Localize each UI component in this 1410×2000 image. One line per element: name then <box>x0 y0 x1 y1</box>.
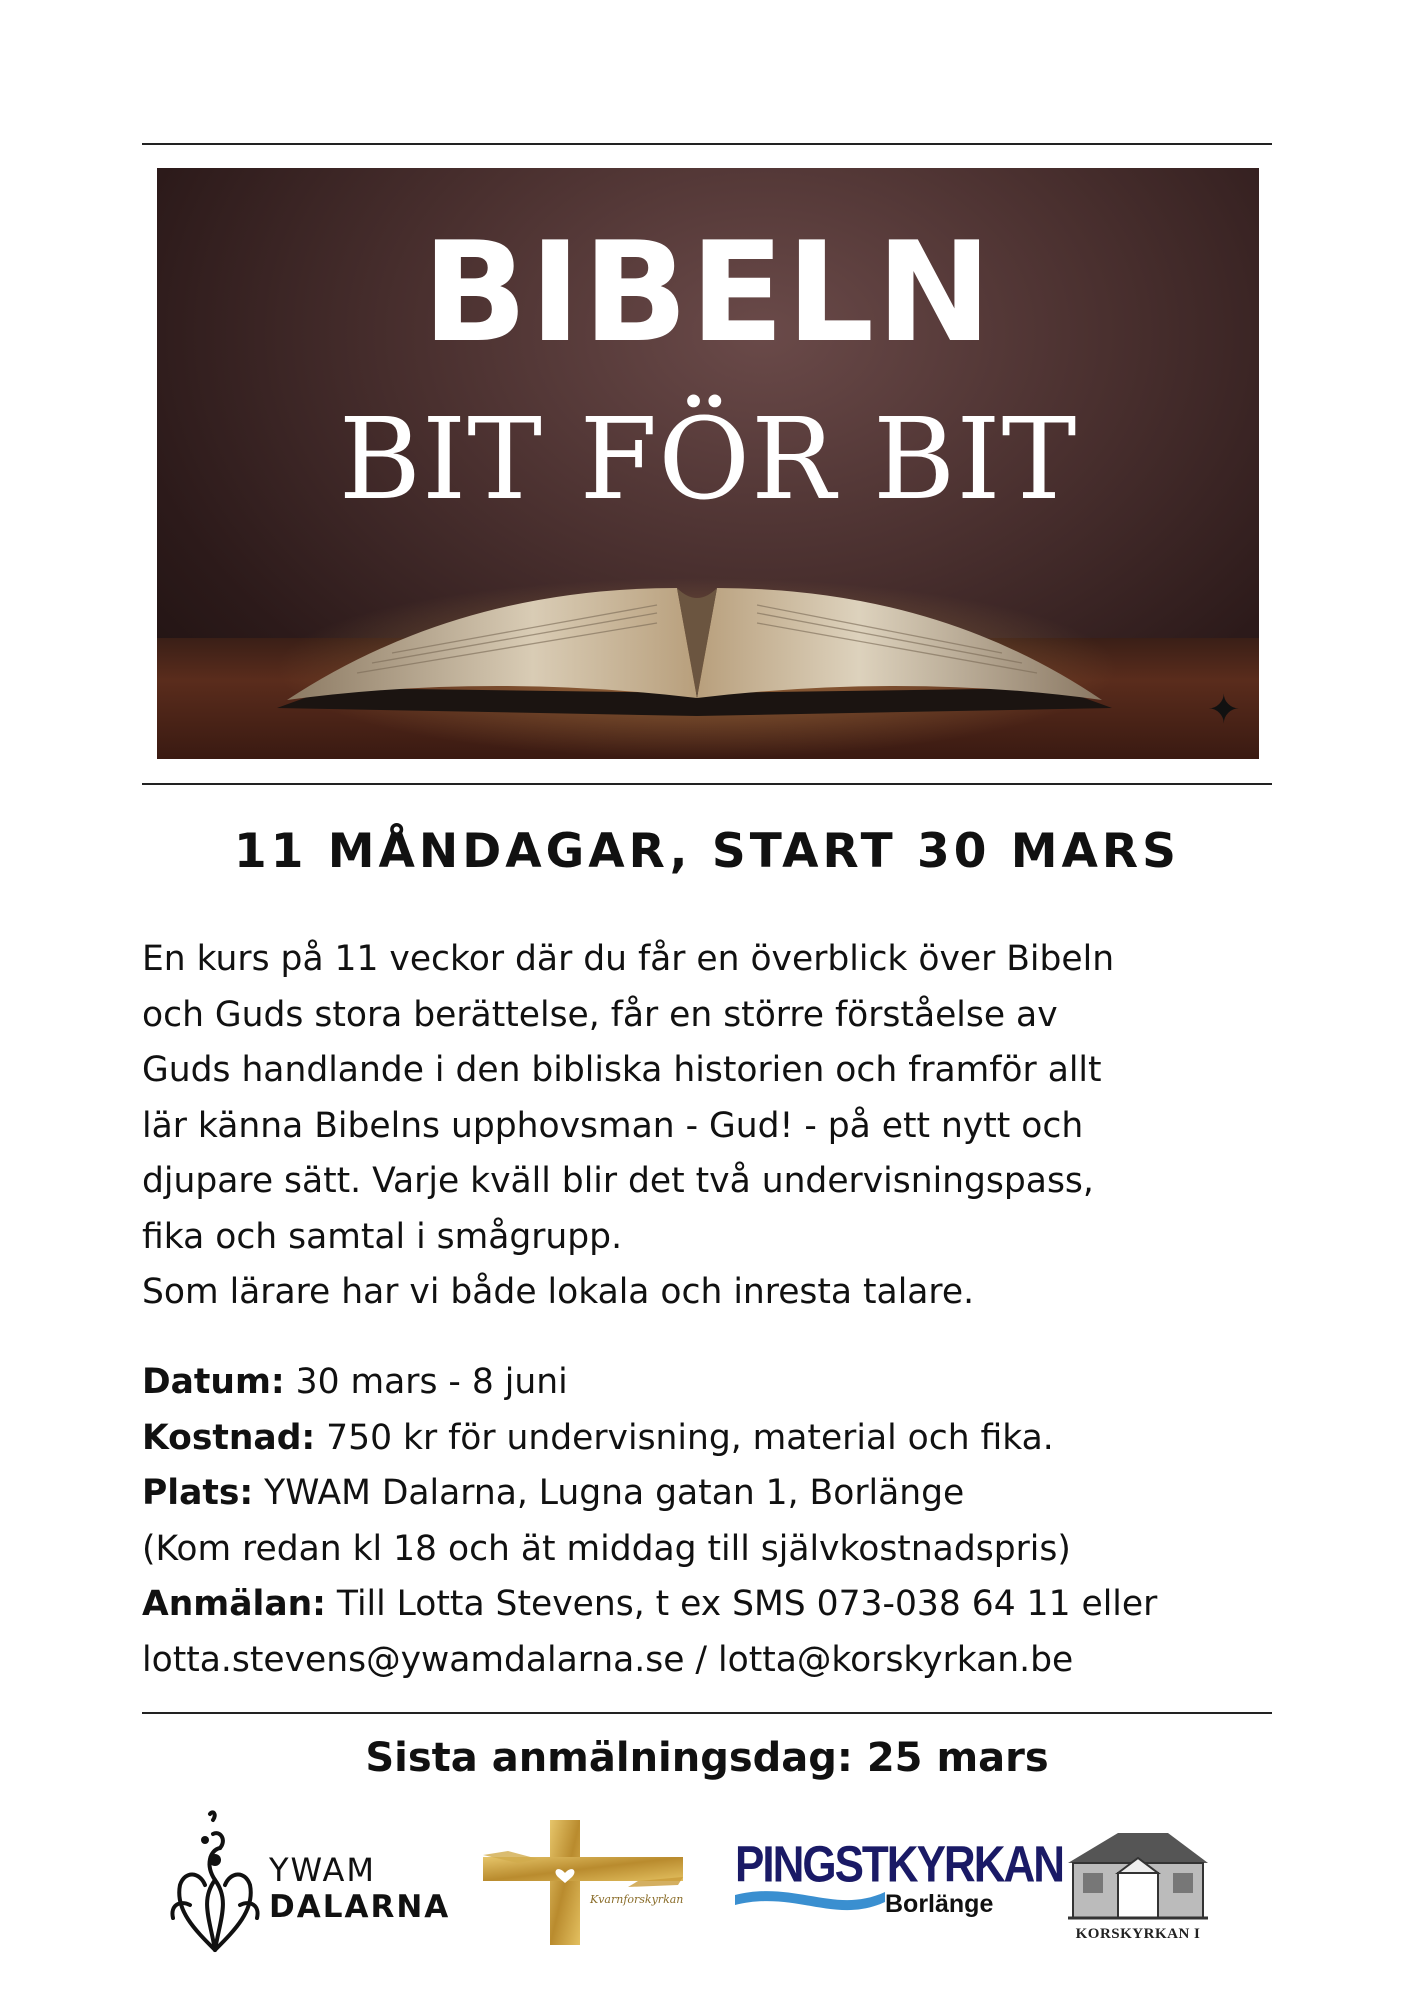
course-details <box>142 1355 1292 1688</box>
kvarnforskyrkan-logo <box>478 1815 708 1950</box>
detail-cost <box>142 1411 1292 1467</box>
borlange-text: Borlänge <box>885 1890 994 1918</box>
pingstkyrkan-text: PINGSTKYRKAN <box>735 1836 1064 1893</box>
korskyrkan-logo <box>1058 1818 1218 1948</box>
description-line: och Guds stora berättelse, får en större förståelse av <box>142 994 1058 1035</box>
hero-title-bibeln: BIBELN <box>422 212 994 373</box>
registration-emails: lotta.stevens@ywamdalarna.se / lotta@korskyrkan.be <box>142 1639 1074 1680</box>
date-value: 30 mars - 8 juni <box>284 1362 568 1402</box>
top-divider <box>142 143 1272 145</box>
cost-value: 750 kr för undervisning, material och fika. <box>315 1417 1054 1458</box>
cost-label: Kostnad: <box>142 1417 316 1458</box>
ywam-text: YWAM <box>269 1851 376 1889</box>
hero-title-bit-for-bit: BIT FÖR BIT <box>338 395 1078 525</box>
detail-date <box>142 1355 1292 1411</box>
details-bottom-divider <box>142 1712 1272 1714</box>
description-line: Som lärare har vi både lokala och inresta talare. <box>142 1272 975 1312</box>
description-line: En kurs på 11 veckor där du får en överblick över Bibeln <box>142 939 1115 979</box>
description-line: djupare sätt. Varje kväll blir det två undervisningspass, <box>142 1161 1094 1201</box>
place-value: YWAM Dalarna, Lugna gatan 1, Borlänge <box>253 1473 965 1513</box>
sparkle-icon: ✦ <box>1207 687 1241 733</box>
place-note: (Kom redan kl 18 och ät middag till självkostnadspris) <box>142 1528 1071 1569</box>
ywam-flower-icon <box>165 1800 265 1955</box>
hero-banner <box>157 168 1259 759</box>
course-schedule-heading: 11 MÅNDAGAR, START 30 MARS <box>234 824 1180 879</box>
registration-value: Till Lotta Stevens, t ex SMS 073-038 64 11 eller <box>325 1584 1158 1624</box>
detail-place <box>142 1466 1292 1522</box>
hero-bottom-divider <box>142 783 1272 785</box>
korskyrkan-text: KORSKYRKAN I <box>1075 1926 1201 1942</box>
registration-label: Anmälan: <box>142 1584 326 1624</box>
description-line: Guds handlande i den bibliska historien och framför allt <box>142 1050 1102 1090</box>
church-building-icon <box>1058 1818 1218 1926</box>
gold-cross-icon <box>478 1815 708 1950</box>
kvarnforskyrkan-text: Kvarnforskyrkan <box>590 1893 684 1906</box>
place-label: Plats: <box>142 1473 254 1513</box>
registration-deadline: Sista anmälningsdag: 25 mars <box>365 1735 1049 1781</box>
pingstkyrkan-borlange-logo <box>735 1836 1064 1930</box>
detail-registration <box>142 1577 1292 1633</box>
description-line: lär känna Bibelns upphovsman - Gud! - på ett nytt och <box>142 1105 1084 1146</box>
ywam-dalarna-logo <box>165 1800 455 1955</box>
description-line: fika och samtal i smågrupp. <box>142 1216 623 1257</box>
course-description <box>142 932 1292 1321</box>
dalarna-text: DALARNA <box>269 1889 451 1925</box>
date-label: Datum: <box>142 1362 285 1402</box>
